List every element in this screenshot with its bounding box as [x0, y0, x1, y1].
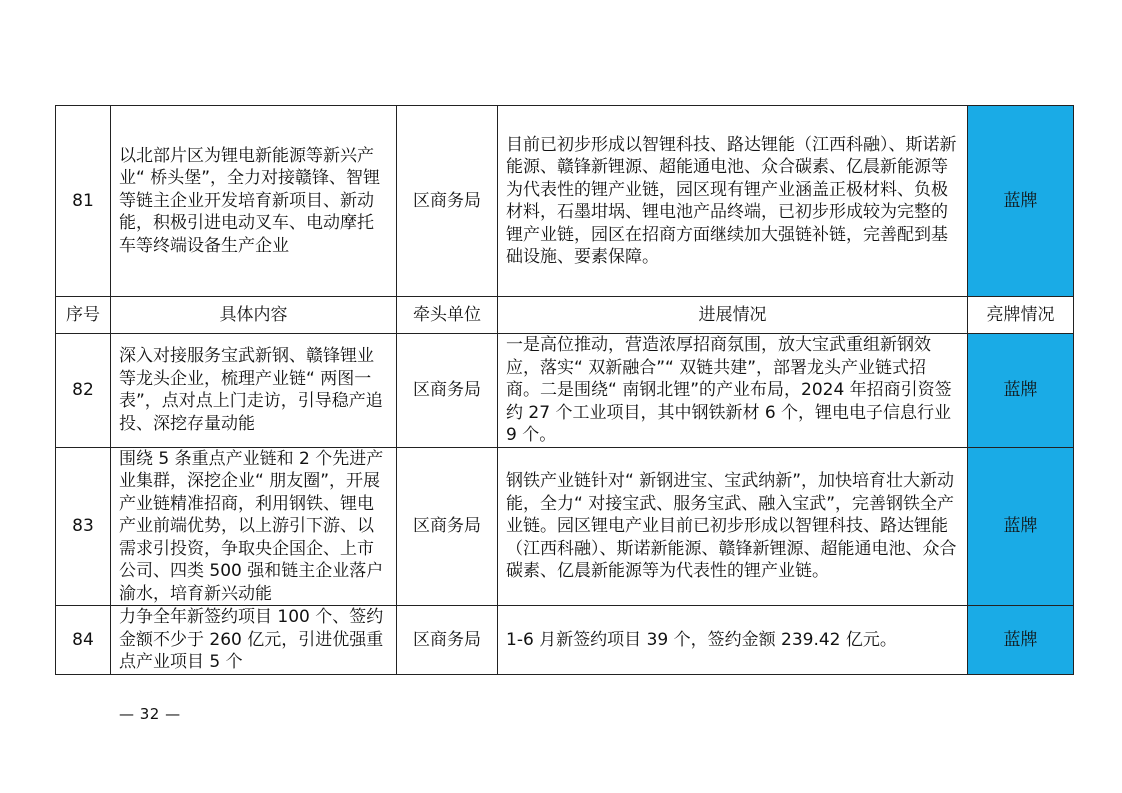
- header-index: 序号: [56, 297, 111, 334]
- row-index: 81: [56, 106, 111, 297]
- header-content: 具体内容: [111, 297, 397, 334]
- row-progress: 一是高位推动，营造浓厚招商氛围，放大宝武重组新钢效应，落实“ 双新融合”“ 双链共建”，部署龙头产业链式招商。二是围绕“ 南钢北锂”的产业布局，2024 年招商引资签约 27 个工业项目，其中钢铁新材 6 个，锂电电子信息行业 9 个。: [498, 334, 968, 448]
- status-badge: 蓝牌: [968, 106, 1074, 297]
- row-unit: 区商务局: [397, 606, 498, 675]
- row-index: 82: [56, 334, 111, 448]
- row-progress: 钢铁产业链针对“ 新钢进宝、宝武纳新”，加快培育壮大新动能，全力“ 对接宝武、服务宝武、融入宝武”，完善钢铁全产业链。园区锂电产业目前已初步形成以智锂科技、路达锂能（江西科融）、斯诺新能源、赣锋新锂源、超能通电池、众合碳素、亿晨新能源等为代表性的锂产业链。: [498, 447, 968, 606]
- row-content: 围绕 5 条重点产业链和 2 个先进产业集群，深挖企业“ 朋友圈”，开展产业链精准招商，利用钢铁、锂电产业前端优势，以上游引下游、以需求引投资，争取央企国企、上市公司、四类 500 强和链主企业落户渝水，培育新兴动能: [111, 447, 397, 606]
- row-index: 84: [56, 606, 111, 675]
- table-row: [56, 334, 1074, 448]
- table-row: [56, 447, 1074, 606]
- header-status: 亮牌情况: [968, 297, 1074, 334]
- row-progress: 1-6 月新签约项目 39 个，签约金额 239.42 亿元。: [498, 606, 968, 675]
- table-row: [56, 106, 1074, 297]
- status-badge: 蓝牌: [968, 606, 1074, 675]
- row-unit: 区商务局: [397, 334, 498, 448]
- row-unit: 区商务局: [397, 447, 498, 606]
- row-content: 力争全年新签约项目 100 个、签约金额不少于 260 亿元，引进优强重点产业项目 5 个: [111, 606, 397, 675]
- table-header-row: [56, 297, 1074, 334]
- header-unit: 牵头单位: [397, 297, 498, 334]
- row-content: 深入对接服务宝武新钢、赣锋锂业等龙头企业，梳理产业链“ 两图一表”，点对点上门走访，引导稳产追投、深挖存量动能: [111, 334, 397, 448]
- row-content: 以北部片区为锂电新能源等新兴产业“ 桥头堡”，全力对接赣锋、智锂等链主企业开发培育新项目、新动能，积极引进电动叉车、电动摩托车等终端设备生产企业: [111, 106, 397, 297]
- row-unit: 区商务局: [397, 106, 498, 297]
- status-badge: 蓝牌: [968, 334, 1074, 448]
- row-index: 83: [56, 447, 111, 606]
- header-progress: 进展情况: [498, 297, 968, 334]
- page-number: — 32 —: [119, 705, 181, 723]
- status-badge: 蓝牌: [968, 447, 1074, 606]
- project-table: [55, 105, 1074, 675]
- table-row: [56, 606, 1074, 675]
- row-progress: 目前已初步形成以智锂科技、路达锂能（江西科融）、斯诺新能源、赣锋新锂源、超能通电池、众合碳素、亿晨新能源等为代表性的锂产业链，园区现有锂产业涵盖正极材料、负极材料，石墨坩埚、锂电池产品终端，已初步形成较为完整的锂产业链，园区在招商方面继续加大强链补链，完善配到基础设施、要素保障。: [498, 106, 968, 297]
